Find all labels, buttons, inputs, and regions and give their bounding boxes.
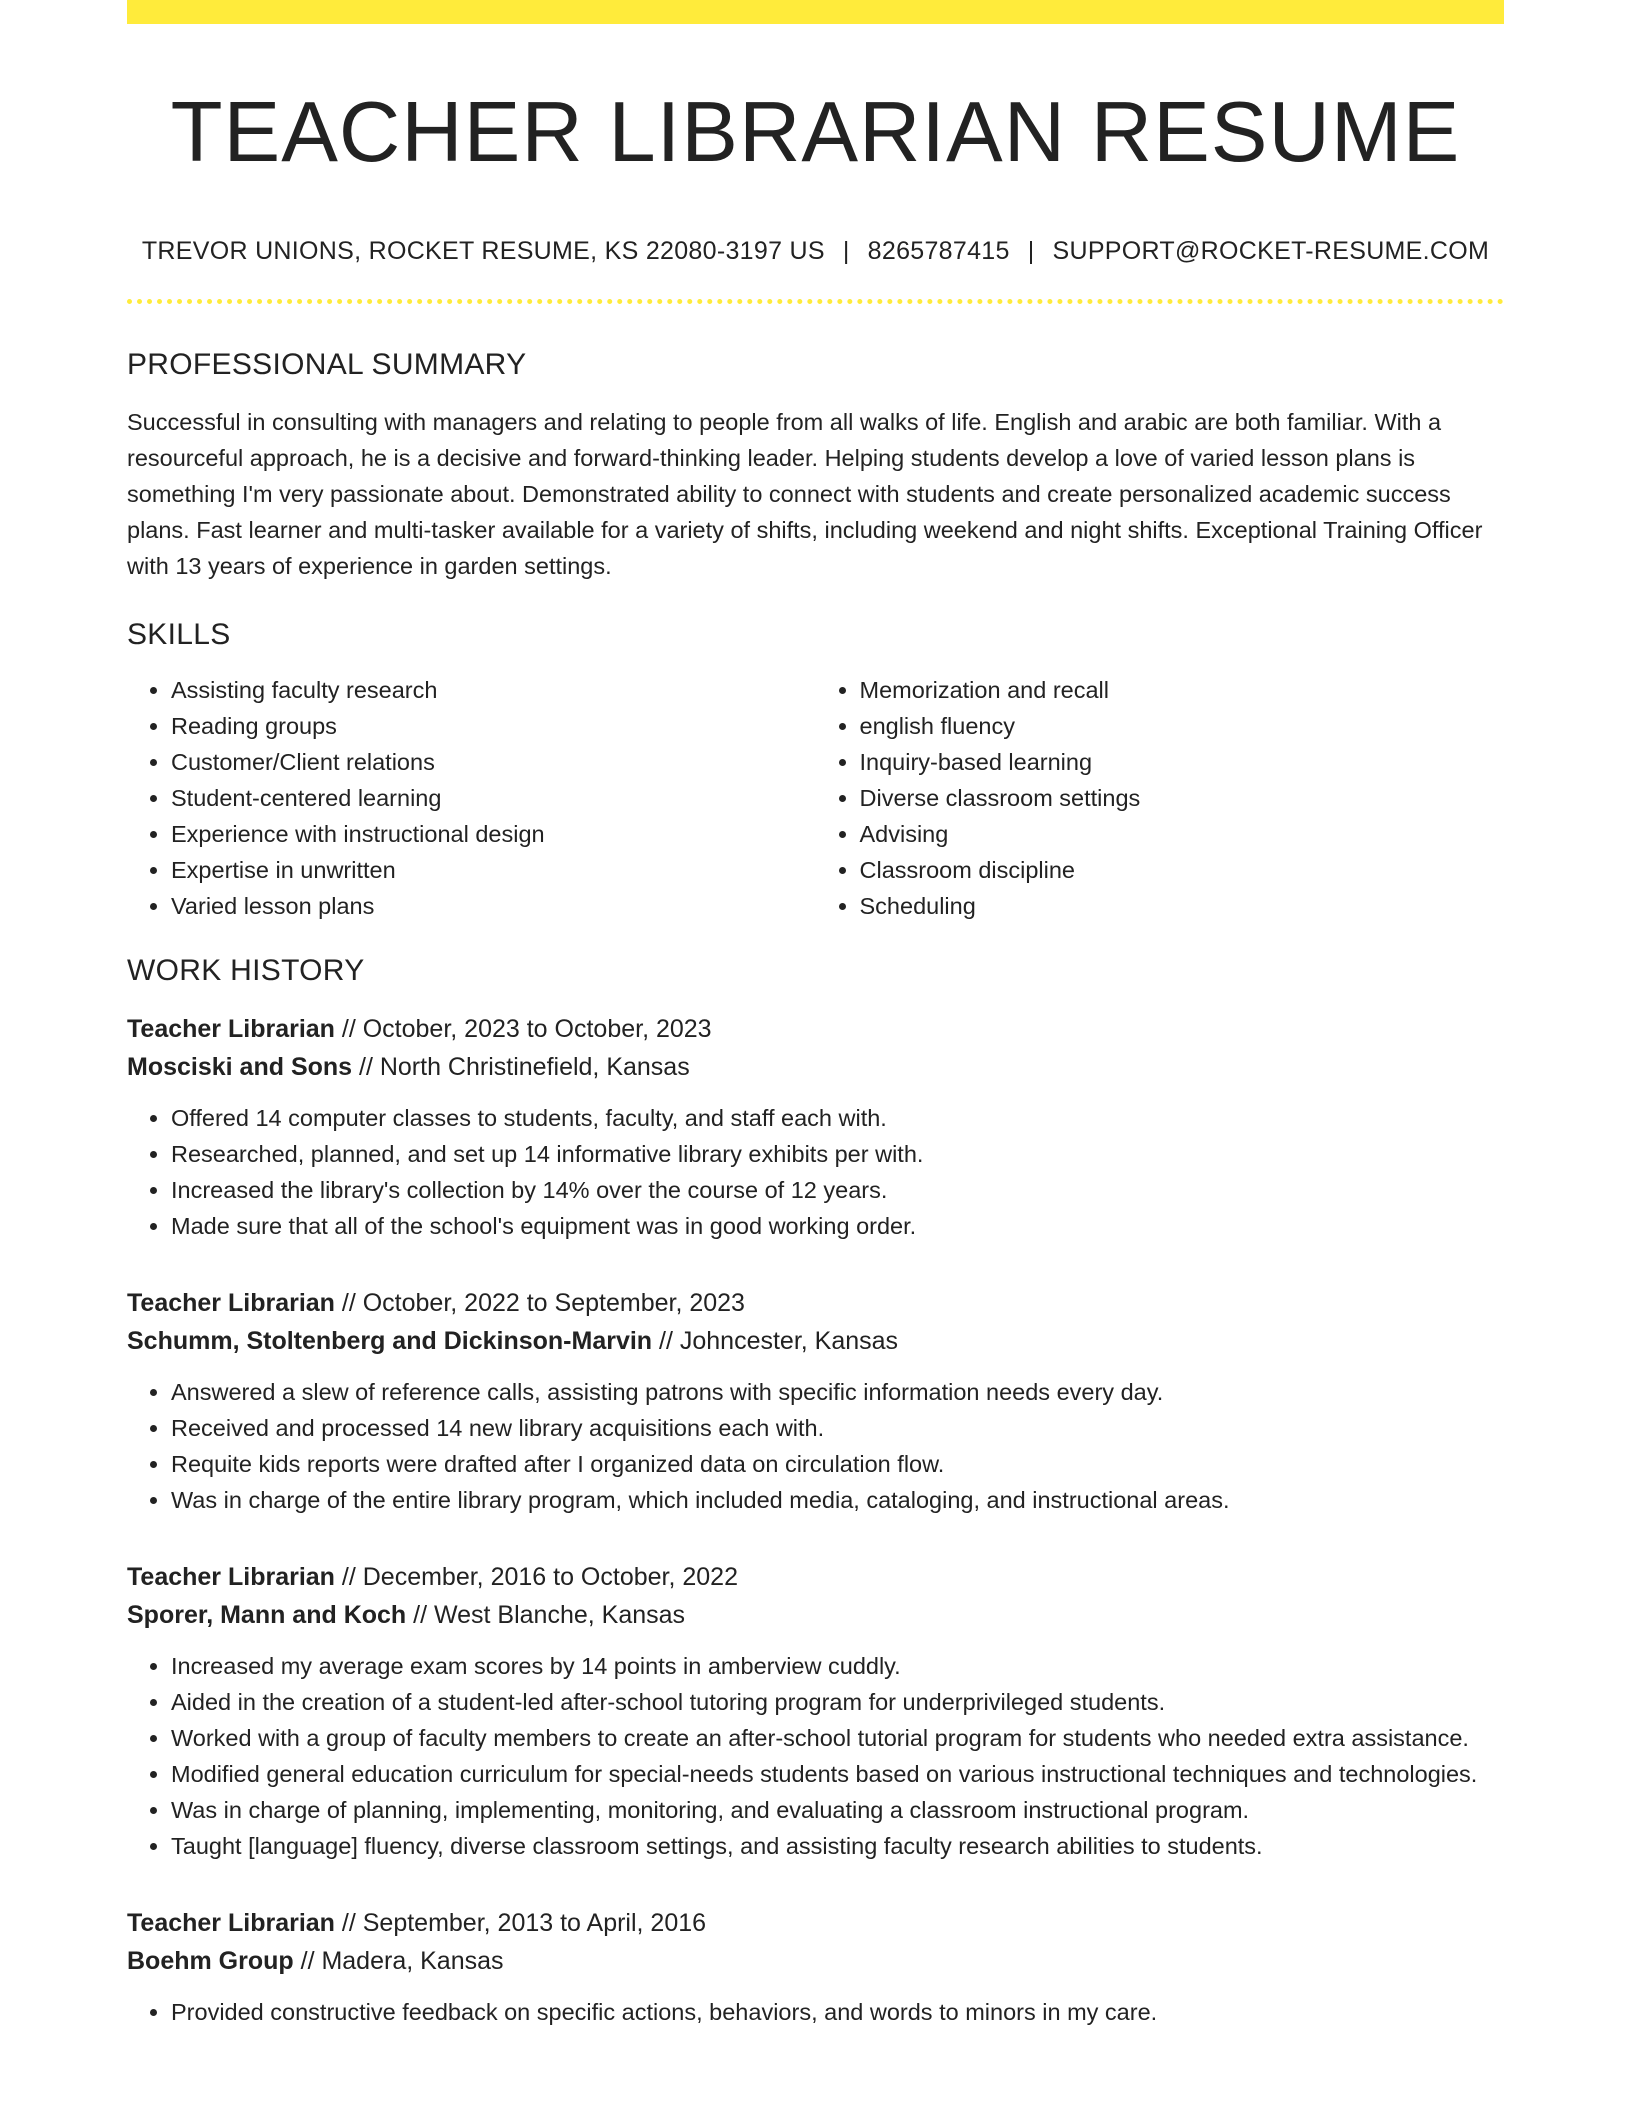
job-entry: [127, 1284, 1504, 1518]
skill-item: • Inquiry-based learning: [860, 744, 1505, 780]
job-title-line: [127, 1558, 1504, 1596]
skills-list-right: [816, 672, 1505, 924]
job-company-line: [127, 1048, 1504, 1086]
job-title-line: [127, 1010, 1504, 1048]
job-bullet: • Was in charge of the entire library program, which included media, cataloging, and instructional areas.: [171, 1482, 1504, 1518]
job-bullet: • Worked with a group of faculty members to create an after-school tutorial program for students who needed extra assistance.: [171, 1720, 1504, 1756]
job-title: Teacher Librarian: [127, 1014, 335, 1043]
summary-text: Successful in consulting with managers and relating to people from all walks of life. English and arabic are both familiar. With a resourceful approach, he is a decisive and forward-thinking leader. Helping students develop a love of varied lesson plans is something I'm very passionate about. Demonstrated ability to connect with students and create personalized academic success plans. Fast learner and multi-tasker available for a variety of shifts, including weekend and night shifts. Exceptional Training Officer with 13 years of experience in garden settings.: [127, 408, 1483, 579]
job-bullet: • Taught [language] fluency, diverse classroom settings, and assisting faculty research abilities to students.: [171, 1828, 1504, 1864]
job-title: Teacher Librarian: [127, 1288, 335, 1317]
job-company-line: [127, 1942, 1504, 1980]
skill-item: • Memorization and recall: [860, 672, 1505, 708]
resume-page: [127, 0, 1504, 2030]
job-bullet: • Made sure that all of the school's equipment was in good working order.: [171, 1208, 1504, 1244]
job-title: Teacher Librarian: [127, 1562, 335, 1591]
job-dates: // September, 2013 to April, 2016: [334, 1908, 707, 1937]
contact-separator: |: [842, 236, 850, 265]
job-dates: // December, 2016 to October, 2022: [334, 1562, 738, 1591]
job-title-line: [127, 1284, 1504, 1322]
job-bullets: [127, 1648, 1504, 1864]
job-company: Boehm Group: [127, 1946, 294, 1975]
job-bullets: [127, 1374, 1504, 1518]
job-title: Teacher Librarian: [127, 1908, 335, 1937]
contact-phone: 8265787415: [867, 236, 1010, 265]
job-bullet: • Received and processed 14 new library acquisitions each with.: [171, 1410, 1504, 1446]
skill-item: • Advising: [860, 816, 1505, 852]
job-entry: [127, 1010, 1504, 1244]
job-title-line: [127, 1904, 1504, 1942]
skill-item: • Experience with instructional design: [171, 816, 816, 852]
contact-email: SUPPORT@ROCKET-RESUME.COM: [1052, 236, 1490, 265]
job-bullet: • Increased my average exam scores by 14 points in amberview cuddly.: [171, 1648, 1504, 1684]
job-location: // Madera, Kansas: [293, 1946, 504, 1975]
job-entry: [127, 1558, 1504, 1864]
skill-item: • Assisting faculty research: [171, 672, 816, 708]
job-company: Sporer, Mann and Koch: [127, 1600, 407, 1629]
skill-item: • Expertise in unwritten: [171, 852, 816, 888]
skills-column-left: [127, 672, 816, 924]
skills-column-right: [816, 672, 1505, 924]
skill-item: • Classroom discipline: [860, 852, 1505, 888]
skill-item: • Reading groups: [171, 708, 816, 744]
job-location: // West Blanche, Kansas: [406, 1600, 686, 1629]
job-dates: // October, 2023 to October, 2023: [334, 1014, 712, 1043]
skills-list-left: [127, 672, 816, 924]
job-bullets: [127, 1994, 1504, 2030]
work-history-heading: WORK HISTORY: [127, 953, 365, 987]
job-bullet: • Answered a slew of reference calls, assisting patrons with specific information needs every day.: [171, 1374, 1504, 1410]
job-bullet: • Offered 14 computer classes to students, faculty, and staff each with.: [171, 1100, 1504, 1136]
job-bullets: [127, 1100, 1504, 1244]
job-entry: [127, 1904, 1504, 2030]
job-dates: // October, 2022 to September, 2023: [334, 1288, 745, 1317]
top-accent-bar: [127, 0, 1504, 24]
job-bullet: • Researched, planned, and set up 14 informative library exhibits per with.: [171, 1136, 1504, 1172]
contact-address: TREVOR UNIONS, ROCKET RESUME, KS 22080-3197 US: [141, 236, 825, 265]
job-bullet: • Requite kids reports were drafted after I organized data on circulation flow.: [171, 1446, 1504, 1482]
skills-heading: SKILLS: [127, 617, 231, 651]
skill-item: • Student-centered learning: [171, 780, 816, 816]
contact-separator: |: [1027, 236, 1035, 265]
resume-title: TEACHER LIBRARIAN RESUME: [170, 85, 1461, 180]
job-company: Schumm, Stoltenberg and Dickinson-Marvin: [127, 1326, 653, 1355]
job-company-line: [127, 1596, 1504, 1634]
skill-item: • Diverse classroom settings: [860, 780, 1505, 816]
dotted-divider: [127, 299, 1504, 304]
summary-heading: PROFESSIONAL SUMMARY: [127, 347, 527, 381]
job-company-line: [127, 1322, 1504, 1360]
job-location: // Johncester, Kansas: [652, 1326, 899, 1355]
job-bullet: • Was in charge of planning, implementing, monitoring, and evaluating a classroom instructional program.: [171, 1792, 1504, 1828]
job-bullet: • Increased the library's collection by 14% over the course of 12 years.: [171, 1172, 1504, 1208]
skills-columns: [127, 672, 1504, 924]
skill-item: • Scheduling: [860, 888, 1505, 924]
job-company: Mosciski and Sons: [127, 1052, 353, 1081]
job-location: // North Christinefield, Kansas: [352, 1052, 690, 1081]
job-bullet: • Provided constructive feedback on specific actions, behaviors, and words to minors in my care.: [171, 1994, 1504, 2030]
job-bullet: • Modified general education curriculum for special-needs students based on various instructional techniques and technologies.: [171, 1756, 1504, 1792]
skill-item: • Varied lesson plans: [171, 888, 816, 924]
skill-item: • Customer/Client relations: [171, 744, 816, 780]
contact-line: [127, 236, 1504, 266]
skill-item: • english fluency: [860, 708, 1505, 744]
job-bullet: • Aided in the creation of a student-led after-school tutoring program for underprivileged students.: [171, 1684, 1504, 1720]
